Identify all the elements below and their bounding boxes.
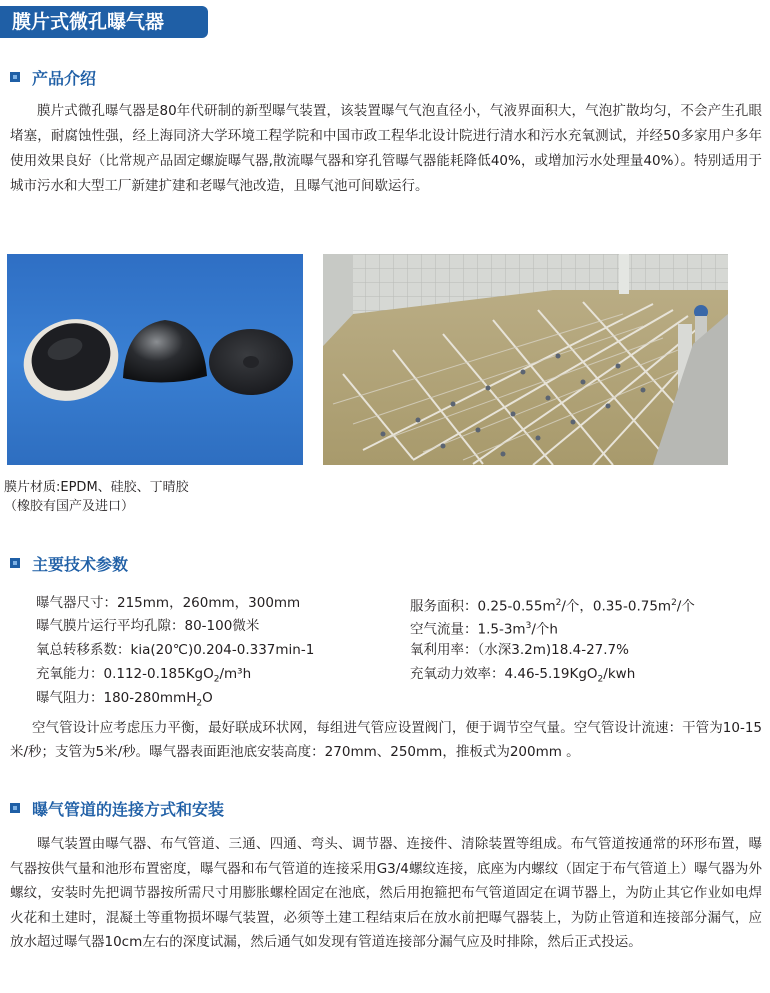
params-note: 空气管设计应考虑压力平衡，最好联成环状网，每组进气管应设置阀门，便于调节空气量。空气管设计流速：干管为10-15米/秒；支管为5米/秒。曝气器表面距池底安装高度：270mm、250mm，推板式为200mm 。 bbox=[10, 720, 762, 760]
aeration-tank-photo bbox=[323, 254, 728, 465]
spec-air-flow: 空气流量：$1.5-3m^3/$个h bbox=[410, 621, 558, 638]
intro-paragraph: 膜片式微孔曝气器是80年代研制的新型曝气装置，该装置曝气气泡直径小，气液界面积大，气泡扩散均匀，不会产生孔眼堵塞，耐腐蚀性强，经上海同济大学环境工程学院和中国市政工程华北设计院进行清水和污水充氧测试，并经50多家用户多年使用效果良好（比常规产品固定螺旋曝气器,散流曝气器和穿孔管曝气器能耗降低40%，或增加污水处理量40%）。特别适用于城市污水和大型工厂新建扩建和老曝气池改造，且曝气池可间歇运行。 bbox=[10, 103, 762, 194]
spec-resistance: 曝气阻力：180-280mmH$_2$O bbox=[36, 690, 213, 709]
spec-oxygenation-capacity: 充氧能力：0.112-0.185KgO$_2$/m³h bbox=[36, 666, 252, 685]
spec-size: 曝气器尺寸：215mm，260mm，300mm bbox=[36, 595, 301, 611]
section-title-params: 主要技术参数 bbox=[32, 554, 129, 574]
square-bullet-icon bbox=[10, 558, 20, 568]
spec-power-efficiency: 充氧动力效率：4.46-5.19KgO$_2$/kwh bbox=[410, 666, 636, 685]
install-paragraph: 曝气装置由曝气器、布气管道、三通、四通、弯头、调节器、连接件、清除装置等组成。布气管道按通常的环形布置，曝气器按供气量和池形布置密度，曝气器和布气管道的连接采用G3/4螺纹连接，底座为内螺纹（固定于布气管道上）曝气器为外螺纹，安装时先把调节器按所需尺寸用膨胀螺栓固定在池底，然后用抱箍把布气管道固定在调节器上，为防止其它作业如电焊火花和土建时，混凝土等重物损坏曝气装置，必须等土建工程结束后在放水前把曝气器装上，为防止管道和连接部分漏气，应放水超过曝气器10cm左右的深度试漏，然后通气如发现有管道连接部分漏气应及时排除，然后正式投运。 bbox=[10, 836, 762, 950]
material-caption-line2: （橡胶有国产及进口） bbox=[4, 499, 135, 514]
diffuser-products-photo bbox=[7, 254, 303, 465]
spec-oxygen-utilization: 氧利用率：（水深3.2m)18.4-27.7% bbox=[410, 642, 629, 658]
section-header-params bbox=[10, 552, 128, 574]
spec-kla: 氧总转移系数：kia(20℃)0.204-0.337min-1 bbox=[36, 642, 315, 658]
spec-service-area: 服务面积：$0.25-0.55m^2/$个，$0.35-0.75m^2/$个 bbox=[410, 598, 695, 615]
section-title-install: 曝气管道的连接方式和安装 bbox=[32, 799, 225, 819]
square-bullet-icon bbox=[10, 72, 20, 82]
page-title: 膜片式微孔曝气器 bbox=[0, 6, 208, 38]
spec-pore: 曝气膜片运行平均孔隙：80-100微米 bbox=[36, 618, 260, 634]
section-header-intro bbox=[10, 66, 96, 88]
section-title-intro: 产品介绍 bbox=[32, 68, 97, 88]
square-bullet-icon bbox=[10, 803, 20, 813]
section-header-install bbox=[10, 797, 224, 819]
material-caption-line1: 膜片材质:EPDM、硅胶、丁晴胶 bbox=[4, 480, 189, 495]
